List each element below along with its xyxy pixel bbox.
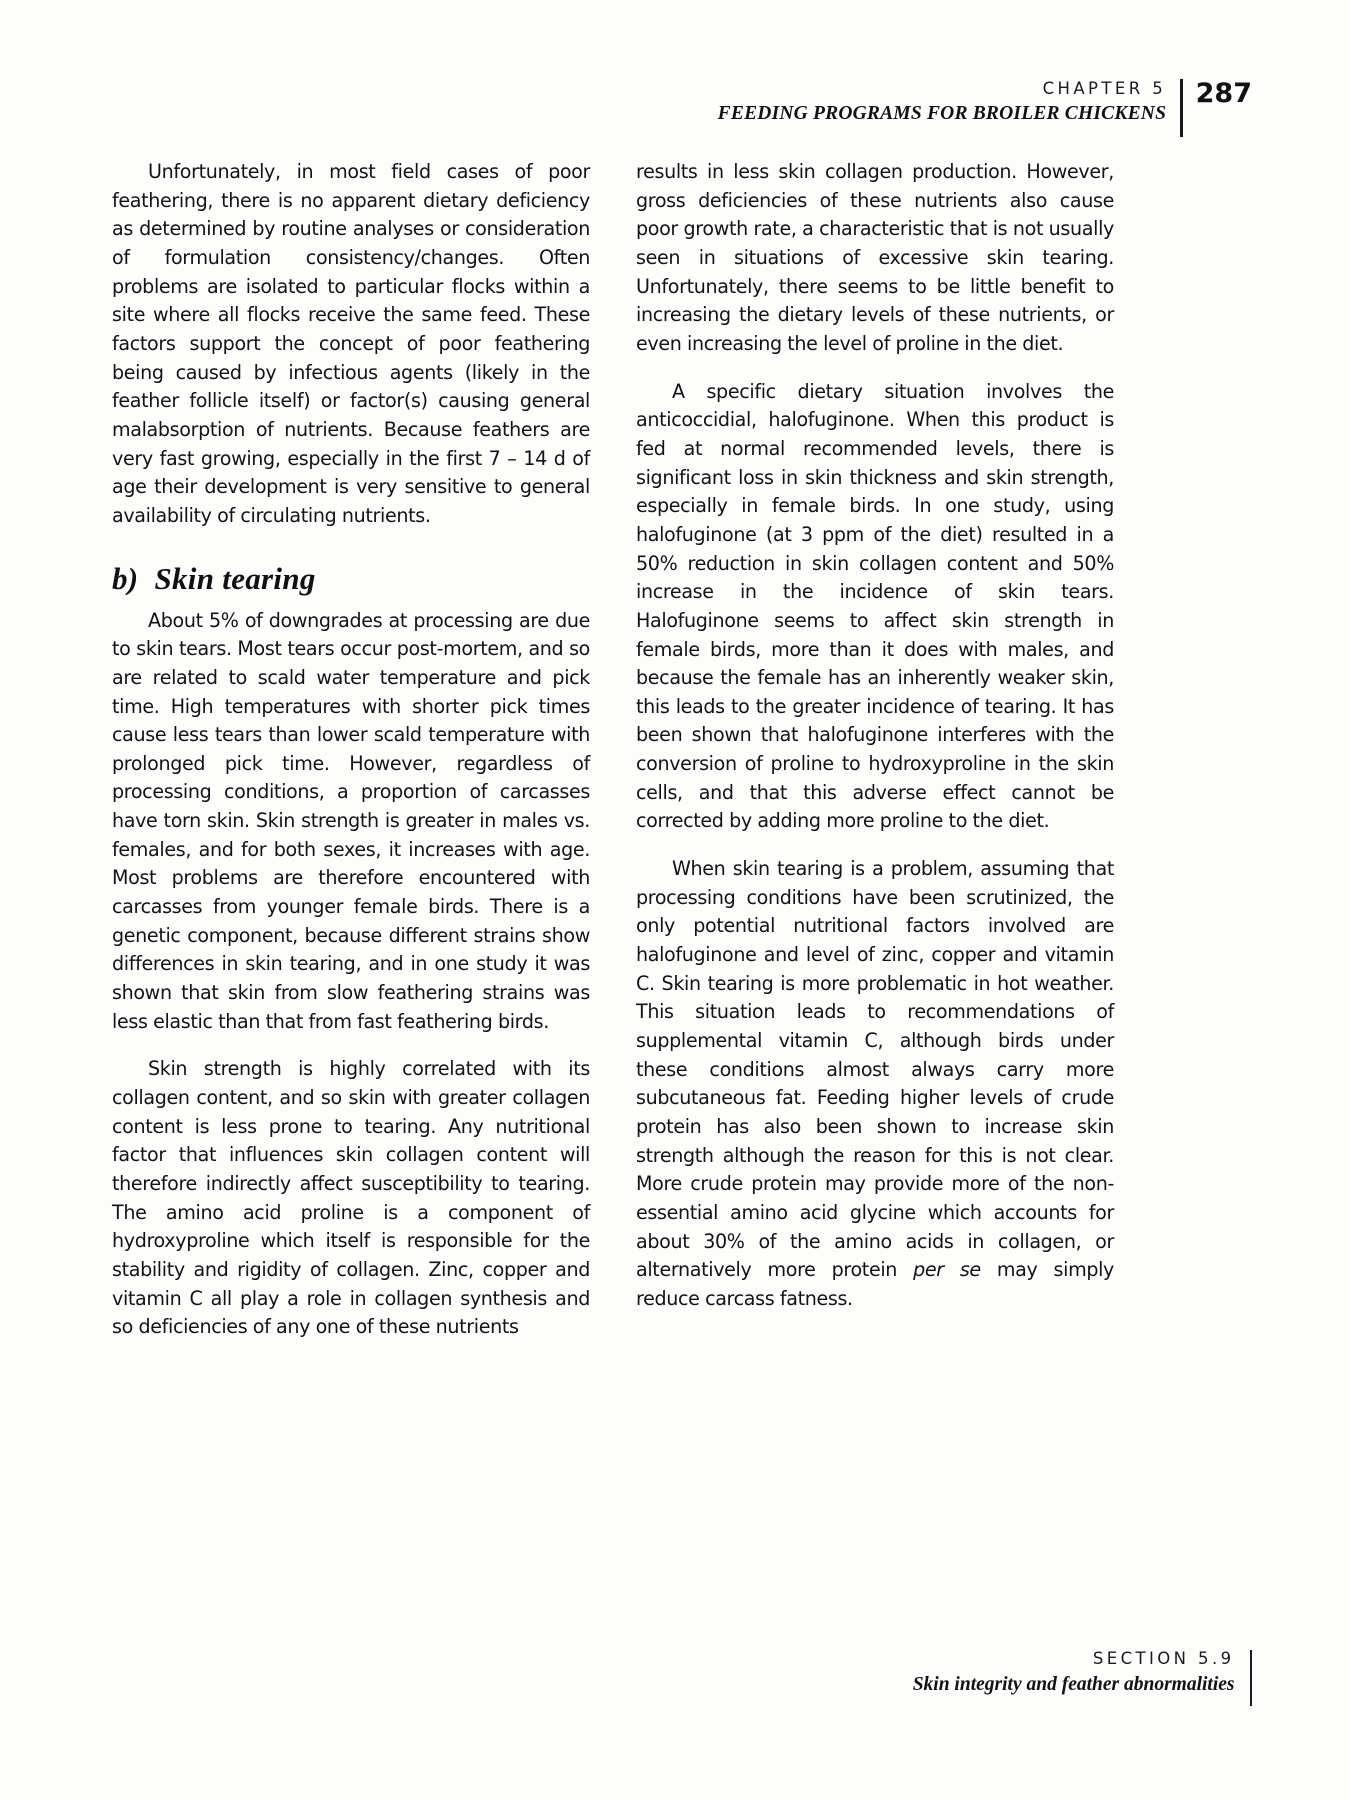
paragraph: A specific dietary situation involves the anticoccidial, halofuginone. When this product is fed at normal recommended levels, there is significant loss in skin thickness and skin strength, especially in female birds. In one study, using halofuginone (at 3 ppm of the diet) resulted in a 50% reduction in skin collagen content and 50% increase in the incidence of skin tears. Halofuginone seems to affect skin strength in female birds, more than it does with males, and because the female has an inherently weaker skin, this leads to the greater incidence of tearing. It has been shown that halofuginone interferes with the conversion of proline to hydroxyproline in the skin cells, and that this adverse effect cannot be corrected by adding more proline to the diet. [636,379,1114,833]
right-column [636,158,1114,1342]
body-columns [112,158,1242,1342]
paragraph: About 5% of downgrades at processing are due to skin tears. Most tears occur post-mortem, and so are related to scald water temperature and pick time. High temperatures with shorter pick times cause less tears than lower scald temperature with prolonged pick time. However, regardless of processing conditions, a proportion of carcasses have torn skin. Skin strength is greater in males vs. females, and for both sexes, it increases with age. Most problems are therefore encountered with carcasses from younger female birds. There is a genetic component, because different strains show differences in skin tearing, and in one study it was shown that skin from slow feathering strains was less elastic than that from fast feathering birds. [112,608,590,1033]
paragraph: Unfortunately, in most field cases of poor feathering, there is no apparent dietary deficiency as determined by routine analyses or consideration of formulation consistency/changes. Often problems are isolated to particular flocks within a site where all flocks receive the same feed. These factors support the concept of poor feathering being caused by infectious agents (likely in the feather follicle itself) or factor(s) causing general malabsorption of nutrients. Because feathers are very fast growing, especially in the first 7 – 14 d of age their development is very sensitive to general availability of circulating nutrients. [112,160,590,527]
footer-text-block [913,1650,1250,1708]
italic-term-per-se: per se [913,1258,981,1282]
page-number: 287 [1195,78,1252,109]
section-heading-marker: b) [112,560,139,596]
section-heading [112,561,590,597]
paragraph-text-part-a: When skin tearing is a problem, assuming that processing conditions have been scrutinized, the only potential nutritional factors involved are halofuginone and level of zinc, copper and vitamin C. Skin tearing is more problematic in hot weather. This situation leads to recommendations of supplemental vitamin C, although birds under these conditions almost always carry more subcutaneous fat. Feeding higher levels of crude protein has also been shown to increase skin strength although the reason for this is not clear. More crude protein may provide more of the non-essential amino acid glycine which accounts for about 30% of the amino acids in collagen, or alternatively more protein [636,857,1114,1282]
paragraph [636,855,1114,1314]
paragraph: results in less skin collagen production. However, gross deficiencies of these nutrients also cause poor growth rate, a characteristic that is not usually seen in situations of excessive skin tearing. Unfortunately, there seems to be little benefit to increasing the dietary levels of these nutrients, or even increasing the level of proline in the diet. [636,160,1114,355]
page-footer [110,1650,1252,1708]
running-title: FEEDING PROGRAMS FOR BROILER CHICKENS [717,103,1167,125]
section-heading-text: Skin tearing [154,560,316,596]
paragraph-text-part-b: may simply reduce carcass fatness. [636,1258,1114,1310]
footer-subtitle: Skin integrity and feather abnormalities [912,1674,1235,1696]
paragraph: Skin strength is highly correlated with its collagen content, and so skin with greater collagen content is less prone to tearing. Any nutritional factor that influences skin collagen content will therefore indirectly affect susceptibility to tearing. The amino acid proline is a component of hydroxyproline which itself is responsible for the stability and rigidity of collagen. Zinc, copper and vitamin C all play a role in collagen synthesis and so deficiencies of any one of these nutrients [112,1057,590,1339]
page-header [110,78,1252,140]
chapter-label: CHAPTER 5 [1042,79,1167,98]
header-text-block [718,78,1180,140]
left-column [112,158,590,1342]
footer-divider-rule [1250,1650,1253,1706]
section-label: SECTION 5.9 [1092,1649,1235,1668]
